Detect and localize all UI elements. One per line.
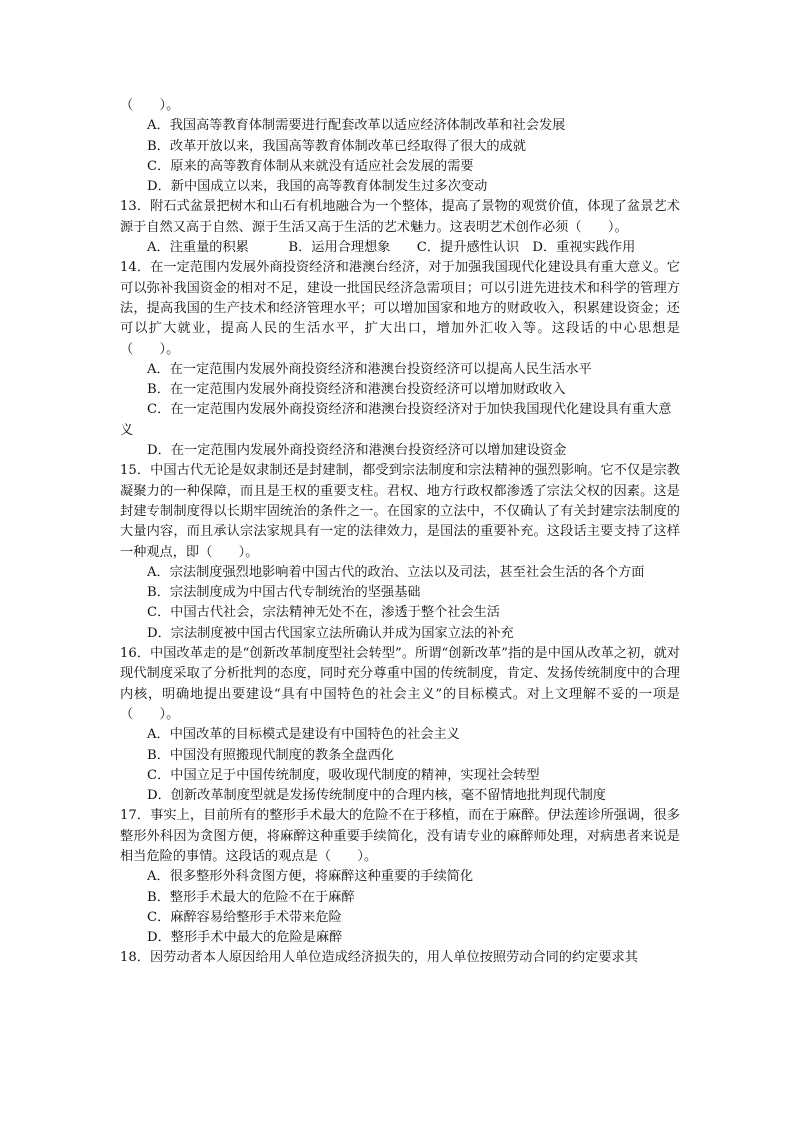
question-13-stem: 13．附石式盆景把树木和山石有机地融合为一个整体，提高了景物的观赏价值，体现了盆景艺术源于自然又高于自然、源于生活又高于生活的艺术魅力。这表明艺术创作必须（ ）。 [120,199,680,235]
question-16-option-c: C．中国立足于中国传统制度，吸收现代制度的精神，实现社会转型 [147,767,540,783]
question-17-stem: 17．事实上，目前所有的整形手术最大的危险不在于移植，而在于麻醉。伊法莲诊所强调，很多整形外科因为贪图方便，将麻醉这种重要手续简化，没有请专业的麻醉师处理，对病患者来说是相当危险的事情。这段话的观点是（ ）。 [120,808,680,864]
page-content [120,96,680,969]
question-13-options: A．注重量的积累 B．运用合理想象 C．提升感性认识 D．重视实践作用 [147,240,636,256]
question-12-stem-tail: （ ）。 [120,98,180,113]
question-14-option-a: A．在一定范围内发展外商投资经济和港澳台投资经济可以提高人民生活水平 [147,361,592,377]
question-15-option-d: D．宗法制度被中国古代国家立法所确认并成为国家立法的补充 [147,625,514,641]
question-16-stem: 16．中国改革走的是“创新改革制度型社会转型”。所谓“创新改革”指的是中国从改革之初，就对现代制度采取了分析批判的态度，同时充分尊重中国的传统制度，肯定、发扬传统制度中的合理内核，明确地提出要建设“具有中国特色的社会主义”的目标模式。对上文理解不妥的一项是（ ）。 [120,646,680,722]
question-12-option-c: C．原来的高等教育体制从来就没有适应社会发展的需要 [147,158,474,174]
question-18-stem: 18．因劳动者本人原因给用人单位造成经济损失的，用人单位按照劳动合同的约定要求其 [120,950,638,966]
question-15-stem: 15．中国古代无论是奴隶制还是封建制，都受到宗法制度和宗法精神的强烈影响。它不仅是宗教凝聚力的一种保障，而且是王权的重要支柱。君权、地方行政权都渗透了宗法父权的因素。这是封建专制制度得以长期牢固统治的条件之一。在国家的立法中，不仅确认了有关封建宗法制度的大量内容，而且承认宗法家规具有一定的法律效力，是国法的重要补充。这段话主要支持了这样一种观点，即（ ）。 [120,463,680,560]
question-14-option-d: D．在一定范围内发展外商投资经济和港澳台投资经济可以增加建设资金 [147,443,567,459]
question-14-option-c: C．在一定范围内发展外商投资经济和港澳台投资经济对于加快我国现代化建设具有重大意义 [120,402,672,438]
question-12-option-b: B．改革开放以来，我国高等教育体制改革已经取得了很大的成就 [147,138,526,154]
question-15-option-b: B．宗法制度成为中国古代专制统治的坚强基础 [147,585,421,601]
question-15-option-c: C．中国古代社会，宗法精神无处不在，渗透于整个社会生活 [147,605,500,621]
question-14-option-b: B．在一定范围内发展外商投资经济和港澳台投资经济可以增加财政收入 [147,382,566,398]
question-12-option-a: A．我国高等教育体制需要进行配套改革以适应经济体制改革和社会发展 [147,118,566,134]
question-16-option-b: B．中国没有照搬现代制度的教条全盘西化 [147,747,395,763]
question-16-option-d: D．创新改革制度型就是发扬传统制度中的合理内核，毫不留情地批判现代制度 [147,788,606,804]
question-17-option-a: A．很多整形外科贪图方便，将麻醉这种重要的手续简化 [147,869,474,885]
question-15-option-a: A．宗法制度强烈地影响着中国古代的政治、立法以及司法，甚至社会生活的各个方面 [147,564,645,580]
question-17-option-c: C．麻醉容易给整形手术带来危险 [147,909,342,925]
question-17-option-d: D．整形手术中最大的危险是麻醉 [147,930,343,946]
question-14-stem: 14．在一定范围内发展外商投资经济和港澳台经济，对于加强我国现代化建设具有重大意义。它可以弥补我国资金的相对不足，建设一批国民经济急需项目；可以引进先进技术和科学的管理方法，提高我国的生产技术和经济管理水平；可以增加国家和地方的财政收入，积累建设资金；还可以扩大就业，提高人民的生活水平，扩大出口，增加外汇收入等。这段话的中心思想是（ ）。 [120,260,680,357]
question-17-option-b: B．整形手术最大的危险不在于麻醉 [147,889,355,905]
question-12-option-d: D．新中国成立以来，我国的高等教育体制发生过多次变动 [147,179,488,195]
question-16-option-a: A．中国改革的目标模式是建设有中国特色的社会主义 [147,727,460,743]
